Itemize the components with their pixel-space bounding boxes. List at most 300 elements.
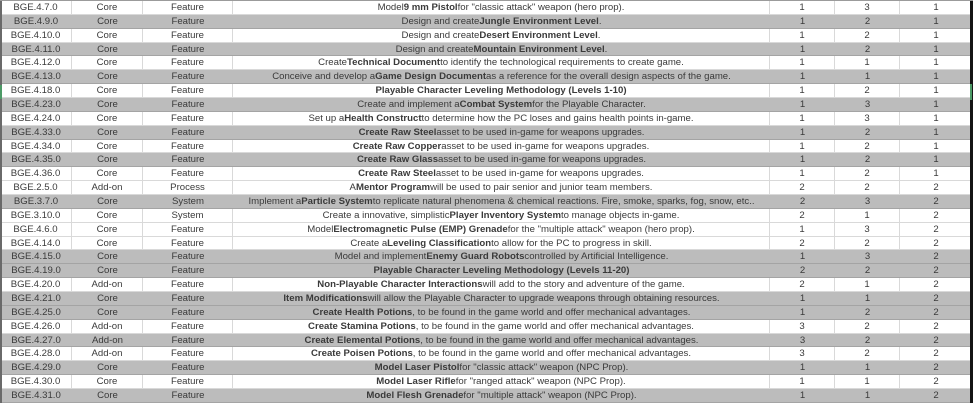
cell-category[interactable]: Feature [171,251,205,263]
cell-category[interactable]: System [172,195,204,207]
table-row [0,167,973,181]
cell-core-addon[interactable]: Core [97,362,118,374]
description-bold-text: Playable Character Leveling Methodology (Levels 1-10) [375,85,627,97]
cell-core-addon[interactable]: Core [72,1,143,14]
description-text: to replicate natural phenomena & chemical reactions. Fire, smoke, sparks, fog, snow, etc.. [372,195,755,207]
cell-value-3[interactable]: 1 [933,140,939,152]
cell-core-addon[interactable]: Add-on [92,334,123,346]
table-row [0,56,973,70]
cell-category[interactable]: Feature [143,223,233,236]
cell-value-1[interactable]: 1 [770,1,835,14]
description-text: as a reference for the overall design aspects of the game. [486,71,731,83]
description-bold-text: Create Raw Glass [356,154,439,166]
cell-value-3[interactable]: 2 [933,251,939,263]
description-text: asset to be used in-game for weapons upgrades. [438,154,647,166]
cell-value-2[interactable]: 2 [835,347,900,360]
cell-value-3[interactable]: 2 [933,279,939,291]
cell-requirement-id[interactable]: BGE.4.35.0 [11,154,61,166]
cell-core-addon[interactable]: Core [72,237,143,250]
cell-value-2[interactable]: 1 [864,71,871,83]
table-row [0,209,973,223]
cell-value-3[interactable]: 2 [933,306,939,318]
table-row [0,292,973,306]
cell-value-2[interactable]: 1 [835,375,900,388]
cell-value-1[interactable]: 1 [799,98,806,110]
cell-category[interactable]: Feature [143,347,233,360]
cell-description[interactable] [233,278,770,291]
cell-requirement-id[interactable]: BGE.4.34.0 [0,140,72,153]
cell-requirement-id[interactable]: BGE.2.5.0 [0,181,72,194]
description-text: Implement a [248,195,302,207]
description-text: Model [377,1,404,13]
cell-core-addon[interactable]: Core [97,126,118,138]
table-row [0,375,973,389]
cell-value-1[interactable]: 1 [770,84,835,97]
cell-requirement-id[interactable]: BGE.4.15.0 [11,251,61,263]
description-bold-text: Model Laser Pistol [374,362,460,374]
cell-value-3[interactable]: 1 [933,98,939,110]
cell-category[interactable]: Feature [171,292,205,304]
cell-value-1[interactable]: 2 [770,209,835,222]
cell-requirement-id[interactable]: BGE.4.9.0 [13,15,59,27]
cell-value-3[interactable]: 2 [933,182,939,194]
cell-core-addon[interactable]: Core [72,167,143,180]
cell-value-3[interactable]: 2 [933,223,939,235]
description-bold-text: Create Stamina Potions [308,320,416,332]
description-text: Model and implement [334,251,427,263]
cell-value-2[interactable]: 3 [864,251,871,263]
cell-value-3[interactable]: 2 [933,348,939,360]
description-text: asset to be used in-game for weapons upgrades. [441,140,650,152]
cell-value-2[interactable]: 2 [835,181,900,194]
cell-core-addon[interactable]: Core [97,389,118,401]
cell-requirement-id[interactable]: BGE.4.18.0 [0,84,72,97]
cell-requirement-id[interactable]: BGE.4.21.0 [11,292,61,304]
cell-value-2[interactable]: 2 [864,306,871,318]
cell-value-2[interactable]: 2 [835,167,900,180]
cell-core-addon[interactable]: Core [97,195,118,207]
cell-description[interactable] [233,375,770,388]
cell-core-addon[interactable]: Add-on [72,181,143,194]
cell-value-2[interactable]: 3 [864,195,871,207]
description-bold-text: Technical Document [346,57,441,69]
cell-value-1[interactable]: 3 [770,320,835,333]
cell-category[interactable]: Feature [171,15,205,27]
cell-value-1[interactable]: 3 [799,334,806,346]
description-bold-text: Leveling Classification [387,237,492,249]
cell-description[interactable] [233,98,770,111]
description-bold-text: Electromagnetic Pulse (EMP) Grenade [333,223,508,235]
cell-requirement-id[interactable]: BGE.4.6.0 [0,223,72,236]
cell-category[interactable]: Feature [143,278,233,291]
description-text: Model [307,223,334,235]
description-text: will allow the Playable Character to upgrade weapons through obtaining resources. [367,292,720,304]
description-text: to allow for the PC to progress in skill. [491,237,652,249]
cell-description[interactable] [233,389,770,402]
cell-value-2[interactable]: 2 [835,140,900,153]
table-row [0,306,973,320]
cell-value-2[interactable]: 2 [835,84,900,97]
cell-value-3[interactable]: 2 [933,389,939,401]
cell-value-1[interactable]: 1 [770,223,835,236]
table-row [0,15,973,29]
cell-core-addon[interactable]: Core [72,223,143,236]
description-bold-text: Create Poisen Potions [310,348,413,360]
description-bold-text: 9 mm Pistol [403,1,458,13]
description-bold-text: Jungle Environment Level [479,15,599,27]
description-bold-text: Model Flesh Grenade [366,389,464,401]
table-row [0,223,973,237]
cell-category[interactable]: Feature [143,140,233,153]
description-text: . [598,15,602,27]
table-row [0,140,973,154]
table-row [0,361,973,375]
cell-value-3[interactable]: 1 [933,126,939,138]
table-row [0,320,973,334]
description-bold-text: Health Construct [344,112,422,124]
description-text: to manage objects in-game. [560,209,680,221]
cell-core-addon[interactable]: Core [97,292,118,304]
table-row [0,389,973,403]
cell-requirement-id[interactable]: BGE.4.33.0 [11,126,61,138]
table-row [0,98,973,112]
cell-value-2[interactable]: 1 [864,389,871,401]
table-row [0,112,973,126]
cell-value-2[interactable]: 2 [864,15,871,27]
cell-requirement-id[interactable]: BGE.4.14.0 [0,237,72,250]
cell-description[interactable] [233,70,770,83]
cell-category[interactable]: Feature [143,320,233,333]
cell-category[interactable]: Feature [143,84,233,97]
description-text: will add to the story and adventure of the game. [482,279,685,291]
cell-value-2[interactable]: 3 [835,223,900,236]
cell-category[interactable]: Feature [171,362,205,374]
cell-category[interactable]: Feature [171,389,205,401]
description-text: Create and implement a [357,98,460,110]
cell-core-addon[interactable]: Core [97,43,118,55]
cell-value-1[interactable]: 1 [799,251,806,263]
cell-requirement-id[interactable]: BGE.4.29.0 [11,362,61,374]
cell-value-1[interactable]: 1 [799,154,806,166]
cell-value-2[interactable]: 3 [864,98,871,110]
table-row [0,1,973,15]
cell-value-2[interactable]: 1 [835,56,900,69]
cell-value-3[interactable]: 1 [933,154,939,166]
cell-value-3[interactable]: 2 [933,237,939,249]
cell-value-3[interactable]: 1 [933,1,939,13]
cell-value-1[interactable]: 1 [770,56,835,69]
cell-value-2[interactable]: 3 [835,112,900,125]
cell-value-1[interactable]: 1 [799,71,806,83]
cell-category[interactable]: Feature [143,237,233,250]
cell-requirement-id[interactable]: BGE.4.36.0 [0,167,72,180]
description-text: Create a innovative, simplistic [322,209,450,221]
cell-core-addon[interactable]: Add-on [72,347,143,360]
selection-accent-right [970,84,972,100]
cell-value-2[interactable]: 2 [864,334,871,346]
cell-value-1[interactable]: 2 [799,195,806,207]
cell-value-1[interactable]: 1 [770,167,835,180]
cell-requirement-id[interactable]: BGE.4.7.0 [0,1,72,14]
cell-core-addon[interactable]: Core [97,154,118,166]
cell-core-addon[interactable]: Core [97,265,118,277]
cell-description[interactable] [233,153,770,166]
cell-value-2[interactable]: 2 [835,29,900,42]
cell-core-addon[interactable]: Core [72,29,143,42]
cell-value-2[interactable]: 2 [864,154,871,166]
cell-description[interactable] [233,43,770,56]
cell-description[interactable] [233,167,770,180]
left-screen-edge [0,1,2,403]
cell-value-1[interactable]: 1 [799,126,806,138]
cell-category[interactable]: Feature [143,56,233,69]
description-text: , to be found in the game world and offer mechanical advantages. [415,320,694,332]
cell-core-addon[interactable]: Core [97,98,118,110]
cell-value-3[interactable]: 2 [933,334,939,346]
cell-category[interactable]: Feature [171,154,205,166]
description-text: Design and create [401,29,480,41]
cell-requirement-id[interactable]: BGE.3.7.0 [13,195,59,207]
cell-description[interactable] [233,15,770,28]
description-text: , to be found in the game world and offer mechanical advantages. [412,306,691,318]
cell-value-2[interactable]: 1 [835,278,900,291]
cell-description[interactable] [233,126,770,139]
cell-description[interactable] [233,29,770,42]
cell-category[interactable]: Feature [143,167,233,180]
table-row [0,237,973,251]
cell-description[interactable] [233,361,770,374]
description-text: will be used to pair senior and junior team members. [430,182,653,194]
description-bold-text: Player Inventory System [449,209,561,221]
cell-value-2[interactable]: 2 [835,320,900,333]
description-bold-text: Create Raw Copper [352,140,442,152]
description-text: Set up a [308,112,345,124]
cell-value-1[interactable]: 2 [799,265,806,277]
table-row [0,195,973,209]
table-row [0,84,973,98]
cell-category[interactable]: Feature [171,265,205,277]
cell-category[interactable]: Feature [143,29,233,42]
cell-value-1[interactable]: 1 [770,140,835,153]
cell-requirement-id[interactable]: BGE.4.10.0 [0,29,72,42]
description-bold-text: Create Raw Steel [358,126,437,138]
cell-value-1[interactable]: 1 [799,389,806,401]
cell-core-addon[interactable]: Core [72,140,143,153]
cell-value-2[interactable]: 2 [864,126,871,138]
description-text: Create a [350,237,388,249]
cell-value-3[interactable]: 2 [933,265,939,277]
cell-description[interactable] [233,250,770,263]
description-bold-text: Mentor Program [355,182,431,194]
cell-value-1[interactable]: 1 [799,292,806,304]
description-bold-text: Create Raw Steel [358,168,436,180]
cell-requirement-id[interactable]: BGE.4.24.0 [0,112,72,125]
cell-description[interactable] [233,334,770,347]
cell-description[interactable] [233,237,770,250]
cell-value-2[interactable]: 2 [864,265,871,277]
cell-description[interactable] [233,264,770,277]
cell-value-1[interactable]: 1 [799,43,806,55]
cell-value-3[interactable]: 1 [933,85,939,97]
description-text: asset to be used in-game for weapons upgrades. [435,168,644,180]
cell-core-addon[interactable]: Add-on [72,320,143,333]
cell-requirement-id[interactable]: BGE.4.25.0 [11,306,61,318]
cell-value-3[interactable]: 2 [933,195,939,207]
cell-requirement-id[interactable]: BGE.4.26.0 [0,320,72,333]
cell-requirement-id[interactable]: BGE.4.11.0 [11,43,61,55]
description-text: asset to be used in-game for weapons upgrades. [436,126,645,138]
description-text: Design and create [401,15,480,27]
cell-core-addon[interactable]: Core [72,209,143,222]
cell-core-addon[interactable]: Core [97,251,118,263]
description-text: to identify the technological requirements to create game. [440,57,684,69]
description-bold-text: Desert Environment Level [479,29,598,41]
table-row [0,250,973,264]
cell-category[interactable]: Feature [143,112,233,125]
cell-value-1[interactable]: 2 [770,278,835,291]
cell-value-3[interactable]: 1 [933,43,939,55]
cell-category[interactable]: Feature [171,126,205,138]
description-text: for the Playable Character. [532,98,646,110]
table-row [0,334,973,348]
description-text: for "classic attack" weapon (hero prop). [457,1,625,13]
cell-value-3[interactable]: 2 [933,320,939,332]
description-text: Design and create [395,43,474,55]
cell-description[interactable] [233,140,770,153]
description-text: for "ranged attack" weapon (NPC Prop). [455,376,626,388]
cell-core-addon[interactable]: Core [72,112,143,125]
table-row [0,347,973,361]
cell-value-3[interactable]: 1 [933,57,939,69]
cell-category[interactable]: Feature [143,1,233,14]
cell-value-3[interactable]: 1 [933,112,939,124]
cell-value-1[interactable]: 1 [770,29,835,42]
cell-category[interactable]: Process [143,181,233,194]
cell-category[interactable]: Feature [171,43,205,55]
cell-value-3[interactable]: 1 [933,15,939,27]
cell-value-3[interactable]: 2 [933,292,939,304]
description-text: . [604,43,608,55]
cell-value-1[interactable]: 1 [799,362,806,374]
description-text: for "classic attack" weapon (NPC Prop). [459,362,629,374]
cell-description[interactable] [233,306,770,319]
description-text: , to be found in the game world and offer mechanical advantages. [420,334,699,346]
cell-value-1[interactable]: 2 [770,237,835,250]
cell-description[interactable] [233,209,770,222]
cell-value-2[interactable]: 1 [864,292,871,304]
cell-core-addon[interactable]: Core [97,15,118,27]
cell-description[interactable] [233,84,770,97]
cell-requirement-id[interactable]: BGE.4.19.0 [11,265,61,277]
description-text: Create [318,57,347,69]
cell-requirement-id[interactable]: BGE.4.31.0 [11,389,61,401]
table-row [0,181,973,195]
description-text: Conceive and develop a [272,71,376,83]
cell-description[interactable] [233,292,770,305]
cell-core-addon[interactable]: Add-on [72,278,143,291]
description-text: for "multiple attack" weapon (NPC Prop). [463,389,637,401]
description-bold-text: Enemy Guard Robots [426,251,525,263]
cell-core-addon[interactable]: Core [72,84,143,97]
cell-core-addon[interactable]: Core [72,375,143,388]
description-text: for the "multiple attack" weapon (hero prop). [507,223,695,235]
cell-category[interactable]: Feature [143,375,233,388]
cell-description[interactable] [233,320,770,333]
cell-value-1[interactable]: 3 [770,347,835,360]
cell-core-addon[interactable]: Core [72,56,143,69]
description-bold-text: Item Modifications [283,292,368,304]
cell-category[interactable]: Feature [171,306,205,318]
description-text: , to be found in the game world and offer mechanical advantages. [412,348,692,360]
description-bold-text: Create Health Potions [312,306,413,318]
cell-description[interactable] [233,347,770,360]
cell-value-2[interactable]: 2 [864,43,871,55]
cell-value-3[interactable]: 2 [933,376,939,388]
cell-requirement-id[interactable]: BGE.4.28.0 [0,347,72,360]
cell-value-1[interactable]: 1 [770,112,835,125]
cell-value-3[interactable]: 1 [933,71,939,83]
cell-value-3[interactable]: 2 [933,209,939,221]
description-bold-text: Mountain Environment Level [473,43,605,55]
cell-category[interactable]: System [143,209,233,222]
description-bold-text: Game Design Document [375,71,487,83]
cell-requirement-id[interactable]: BGE.4.13.0 [11,71,61,83]
cell-value-2[interactable]: 1 [835,209,900,222]
cell-value-2[interactable]: 3 [835,1,900,14]
cell-value-1[interactable]: 2 [770,181,835,194]
description-text: controlled by Artificial Intelligence. [524,251,669,263]
cell-value-2[interactable]: 1 [864,362,871,374]
description-bold-text: Particle System [301,195,373,207]
requirements-table [0,1,973,403]
cell-core-addon[interactable]: Core [97,71,118,83]
table-row [0,126,973,140]
cell-value-3[interactable]: 1 [933,168,939,180]
cell-value-1[interactable]: 1 [799,15,806,27]
cell-description[interactable] [233,223,770,236]
cell-description[interactable] [233,112,770,125]
description-bold-text: Model Laser Rifle [376,376,456,388]
table-row [0,70,973,84]
cell-description[interactable] [233,56,770,69]
table-row [0,264,973,278]
selection-accent-left [0,85,2,99]
cell-requirement-id[interactable]: BGE.4.27.0 [11,334,61,346]
cell-value-1[interactable]: 1 [799,306,806,318]
description-text: to determine how the PC loses and gains health points in-game. [421,112,694,124]
cell-requirement-id[interactable]: BGE.4.20.0 [0,278,72,291]
cell-description[interactable] [233,1,770,14]
cell-requirement-id[interactable]: BGE.4.30.0 [0,375,72,388]
cell-category[interactable]: Feature [171,334,205,346]
description-bold-text: Create Elemental Potions [304,334,421,346]
cell-value-3[interactable]: 2 [933,362,939,374]
cell-requirement-id[interactable]: BGE.3.10.0 [0,209,72,222]
cell-description[interactable] [233,195,770,208]
cell-value-3[interactable]: 1 [933,29,939,41]
cell-value-1[interactable]: 1 [770,375,835,388]
cell-requirement-id[interactable]: BGE.4.23.0 [11,98,61,110]
description-bold-text: Combat System [459,98,533,110]
cell-category[interactable]: Feature [171,71,205,83]
cell-requirement-id[interactable]: BGE.4.12.0 [0,56,72,69]
description-text: . [597,29,601,41]
cell-core-addon[interactable]: Core [97,306,118,318]
cell-description[interactable] [233,181,770,194]
cell-value-2[interactable]: 2 [835,237,900,250]
cell-category[interactable]: Feature [171,98,205,110]
description-bold-text: Non-Playable Character Interactions [317,279,483,291]
